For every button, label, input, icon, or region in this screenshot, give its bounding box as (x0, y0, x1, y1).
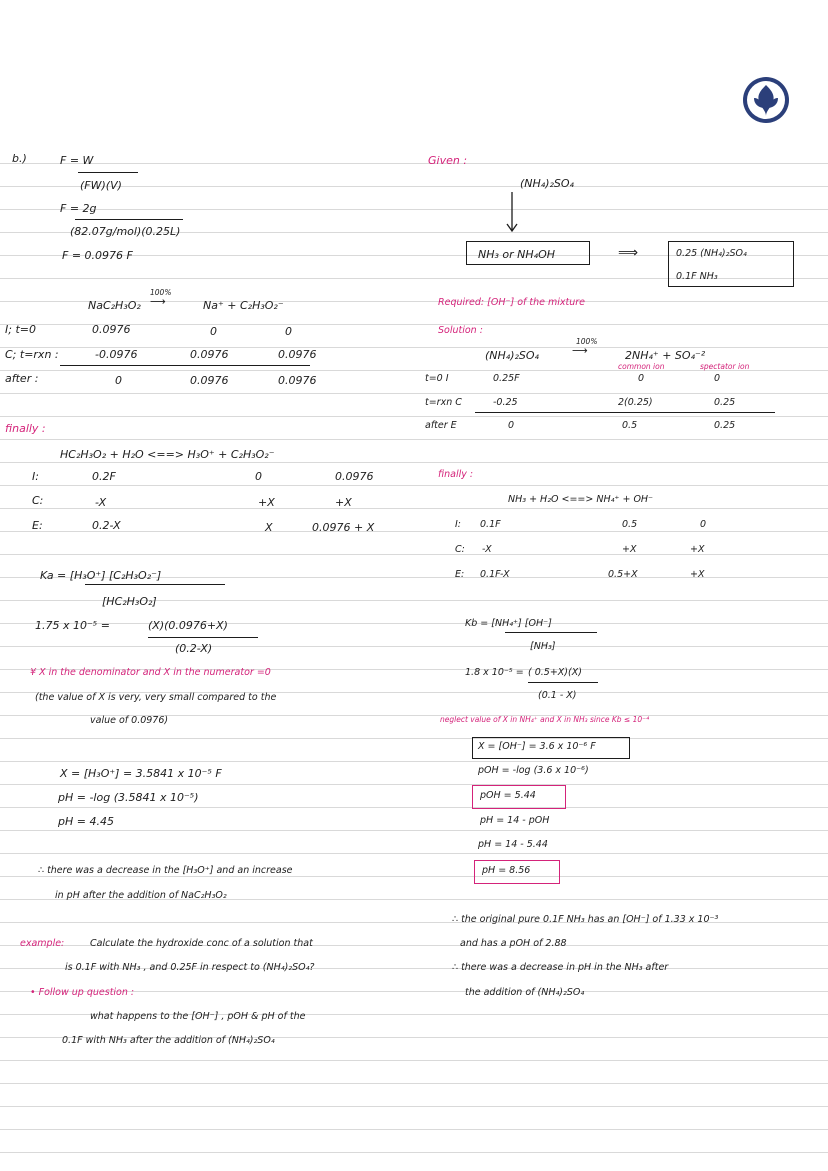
ph-formula: pH = 14 - pOH (480, 815, 550, 826)
dissociation-products: Na⁺ + C₂H₃O₂⁻ (203, 299, 284, 312)
dissociation-reactant: (NH₄)₂SO₄ (485, 349, 539, 362)
poh-result: pOH = 5.44 (480, 790, 536, 801)
follow-up-text: what happens to the [OH⁻] , pOH & pH of the (90, 1011, 306, 1022)
row-initial-label: t=0 I (425, 373, 449, 384)
ice-c-label: C: (455, 544, 465, 555)
ice-i-val: 0.1F (480, 519, 501, 530)
assumption-note: value of 0.0976) (90, 715, 169, 726)
ice-e-label: E: (455, 569, 465, 580)
ice-c-label: C: (32, 494, 44, 507)
ph-result: pH = 8.56 (482, 865, 531, 876)
ice-i-val: 0 (700, 519, 707, 530)
fraction-bar (78, 172, 138, 173)
kb-numerator: ( 0.5+X)(X) (528, 667, 582, 678)
row-initial-val: 0.0976 (92, 323, 131, 336)
ka-numerator: (X)(0.0976+X) (148, 619, 228, 632)
dissociation-reactant: NaC₂H₃O₂ (88, 299, 141, 312)
kb-value: 1.8 x 10⁻⁵ = (465, 667, 524, 678)
dissociation-percent: 100% (576, 337, 598, 346)
ice-e-val: 0.0976 + X (312, 521, 375, 534)
part-label: b.) (12, 152, 27, 165)
row-after-val: 0.5 (622, 420, 638, 431)
row-initial-val: 0 (714, 373, 721, 384)
assumption-note: ¥ X in the denominator and X in the numerator =0 (30, 667, 271, 678)
ka-denominator: [HC₂H₃O₂] (102, 595, 157, 608)
arrow-icon: ⟶ (150, 295, 166, 308)
row-after-val: 0 (508, 420, 515, 431)
kb-denominator: [NH₃] (530, 641, 556, 652)
fraction-bar (75, 219, 183, 220)
formula-denominator: (FW)(V) (80, 179, 122, 192)
row-change-val: 0.0976 (190, 348, 229, 361)
ice-i-val: 0 (255, 470, 262, 483)
f-denominator: (82.07g/mol)(0.25L) (70, 225, 181, 238)
ice-c-val: -X (482, 544, 492, 555)
ka-value: 1.75 x 10⁻⁵ = (35, 619, 110, 632)
ice-e-val: 0.2-X (92, 519, 121, 532)
conclusion: ∴ the original pure 0.1F NH₃ has an [OH⁻] of 1.33 x 10⁻³ (452, 914, 719, 925)
kb-expression: Kb = [NH₄⁺] [OH⁻] (465, 618, 552, 629)
row-after-val: 0.0976 (278, 374, 317, 387)
equilibrium-equation: HC₂H₃O₂ + H₂O <==> H₃O⁺ + C₂H₃O₂⁻ (60, 448, 275, 461)
f-equals: F = 2g (60, 202, 97, 215)
conclusion: and has a pOH of 2.88 (460, 938, 567, 949)
example-text: Calculate the hydroxide conc of a solution that (90, 938, 313, 949)
mixture-box-text: NH₃ or NH₄OH (478, 248, 555, 261)
row-change-label: t=rxn C (425, 397, 462, 408)
ice-i-label: I: (32, 470, 39, 483)
ice-i-val: 0.0976 (335, 470, 374, 483)
dissociation-products: 2NH₄⁺ + SO₄⁻² (625, 349, 706, 362)
example-text: is 0.1F with NH₃ , and 0.25F in respect to (NH₄)₂SO₄? (65, 962, 315, 973)
fraction-bar (528, 682, 598, 683)
x-result: X = [OH⁻] = 3.6 x 10⁻⁶ F (478, 741, 596, 752)
implies-arrow-icon: ⟹ (618, 245, 639, 261)
neglect-note: neglect value of X in NH₄⁺ and X in NH₃ since Kb ≤ 10⁻⁴ (440, 715, 650, 724)
ka-expression: Ka = [H₃O⁺] [C₂H₃O₂⁻] (40, 569, 162, 582)
ice-c-val: +X (258, 496, 275, 509)
row-after-val: 0 (115, 374, 122, 387)
ice-c-val: -X (95, 496, 107, 509)
ice-i-val: 0.2F (92, 470, 116, 483)
conclusion: in pH after the addition of NaC₂H₃O₂ (55, 890, 227, 901)
dissociation-percent: 100% (150, 288, 172, 297)
row-initial-val: 0 (210, 325, 217, 338)
common-ion-label: common ion (618, 362, 665, 371)
ice-i-val: 0.5 (622, 519, 638, 530)
equilibrium-equation: NH₃ + H₂O <==> NH₄⁺ + OH⁻ (508, 494, 654, 505)
ice-c-val: +X (335, 496, 352, 509)
down-arrow-icon (505, 190, 519, 234)
f-result: F = 0.0976 F (62, 249, 133, 262)
given-label: Given : (428, 154, 468, 167)
school-seal-icon (742, 76, 790, 124)
row-after-label: after : (5, 372, 39, 385)
row-change-val: -0.0976 (95, 348, 138, 361)
fraction-bar (505, 632, 597, 633)
row-after-val: 0.0976 (190, 374, 229, 387)
ice-e-val: +X (690, 569, 705, 580)
arrow-icon: ⟶ (572, 344, 588, 357)
fraction-bar (148, 637, 258, 638)
ice-e-val: X (265, 521, 273, 534)
ice-e-val: 0.1F-X (480, 569, 510, 580)
conclusion: the addition of (NH₄)₂SO₄ (465, 987, 585, 998)
ph-calculation: pH = 14 - 5.44 (478, 839, 548, 850)
conclusion: ∴ there was a decrease in pH in the NH₃ after (452, 962, 669, 973)
ph-calculation: pH = -log (3.5841 x 10⁻⁵) (58, 791, 199, 804)
table-rule (475, 412, 775, 413)
x-result: X = [H₃O⁺] = 3.5841 x 10⁻⁵ F (60, 767, 222, 780)
formula-top: F = W (60, 154, 94, 167)
row-after-label: after E (425, 420, 457, 431)
row-change-label: C; t=rxn : (5, 348, 59, 361)
finally-label: finally : (438, 469, 474, 480)
row-change-val: 0.25 (714, 397, 736, 408)
row-initial-val: 0.25F (493, 373, 520, 384)
row-change-val: 0.0976 (278, 348, 317, 361)
follow-up-label: • Follow up question : (30, 987, 135, 998)
row-initial-val: 0 (638, 373, 645, 384)
conclusion: ∴ there was a decrease in the [H₃O⁺] and an increase (38, 865, 293, 876)
follow-up-text: 0.1F with NH₃ after the addition of (NH₄)₂SO₄ (62, 1035, 275, 1046)
fraction-bar (85, 584, 225, 585)
finally-label: finally : (5, 422, 46, 435)
row-change-val: 2(0.25) (618, 397, 653, 408)
ka-denominator-2: (0.2-X) (175, 642, 213, 655)
poh-calculation: pOH = -log (3.6 x 10⁻⁶) (478, 765, 589, 776)
required-label: Required: [OH⁻] of the mixture (438, 297, 586, 308)
ice-c-val: +X (690, 544, 705, 555)
given-box-line: 0.25 (NH₄)₂SO₄ (676, 248, 747, 259)
row-initial-val: 0 (285, 325, 292, 338)
table-rule (60, 365, 310, 366)
row-after-val: 0.25 (714, 420, 736, 431)
ice-i-label: I: (455, 519, 462, 530)
given-box-line: 0.1F NH₃ (676, 271, 718, 282)
row-change-val: -0.25 (493, 397, 518, 408)
ice-e-label: E: (32, 519, 43, 532)
given-salt: (NH₄)₂SO₄ (520, 177, 574, 190)
row-initial-label: I; t=0 (5, 323, 36, 336)
ice-c-val: +X (622, 544, 637, 555)
solution-label: Solution : (438, 325, 483, 336)
ph-result: pH = 4.45 (58, 815, 114, 828)
kb-denominator-2: (0.1 - X) (538, 690, 577, 701)
ice-e-val: 0.5+X (608, 569, 638, 580)
assumption-note: (the value of X is very, very small compared to the (35, 692, 277, 703)
example-label: example: (20, 938, 65, 949)
spectator-ion-label: spectator ion (700, 362, 750, 371)
page-top-margin (0, 0, 828, 141)
